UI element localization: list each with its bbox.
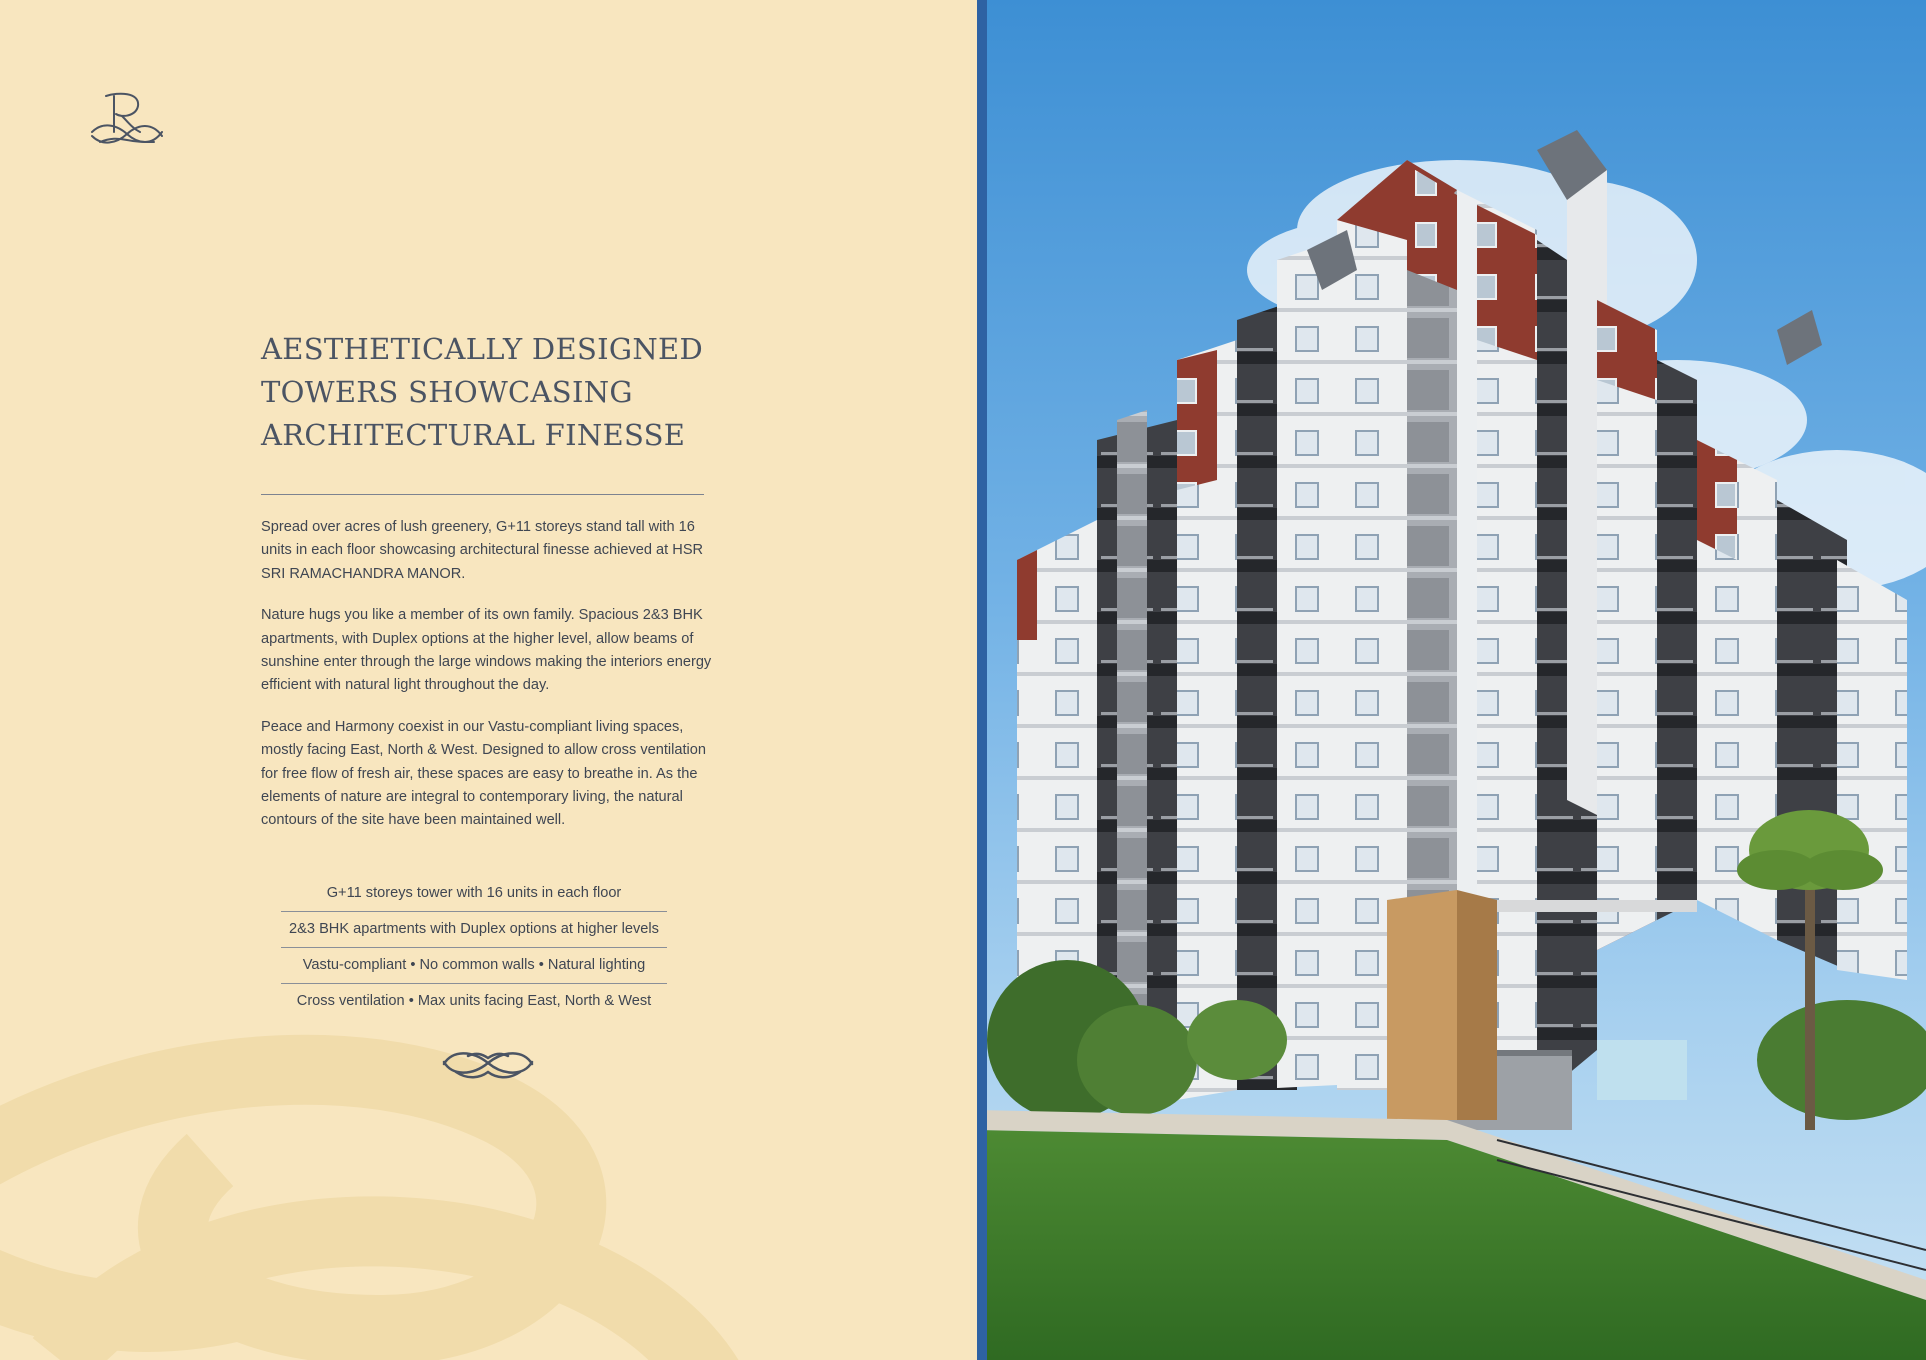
feature-item: 2&3 BHK apartments with Duplex options at higher levels (281, 912, 667, 948)
body-copy (261, 516, 721, 851)
feature-list (281, 876, 667, 1019)
headline-line: ARCHITECTURAL FINESSE (261, 418, 686, 452)
headline (261, 328, 761, 457)
monogram-r-logo (88, 88, 166, 148)
body-paragraph: Spread over acres of lush greenery, G+11 storeys stand tall with 16 units in each floor showcasing architectural finesse achieved at HSR SRI RAMACHANDRA MANOR. (261, 519, 704, 582)
headline-line: TOWERS SHOWCASING (261, 375, 633, 409)
feature-item: Vastu-compliant • No common walls • Natural lighting (281, 948, 667, 984)
building-rendering-image (977, 0, 1926, 1360)
headline-line: AESTHETICALLY DESIGNED (261, 332, 704, 366)
flourish-ornament-icon (438, 1042, 538, 1084)
body-paragraph: Peace and Harmony coexist in our Vastu-compliant living spaces, mostly facing East, North & West. Designed to allow cross ventilation for free flow of fresh air, these spaces are easy to breathe in. As the elements of nature are integral to contemporary living, the natural contours of the site have been maintained well. (261, 718, 707, 829)
feature-item: G+11 storeys tower with 16 units in each floor (281, 876, 667, 912)
headline-divider (261, 494, 704, 495)
body-paragraph: Nature hugs you like a member of its own family. Spacious 2&3 BHK apartments, with Duplex options at the higher level, allow beams of sunshine enter through the large windows making the interiors energy efficient with natural light throughout the day. (261, 607, 712, 694)
page-edge-strip (977, 0, 987, 1360)
feature-item: Cross ventilation • Max units facing East, North & West (296, 993, 652, 1009)
